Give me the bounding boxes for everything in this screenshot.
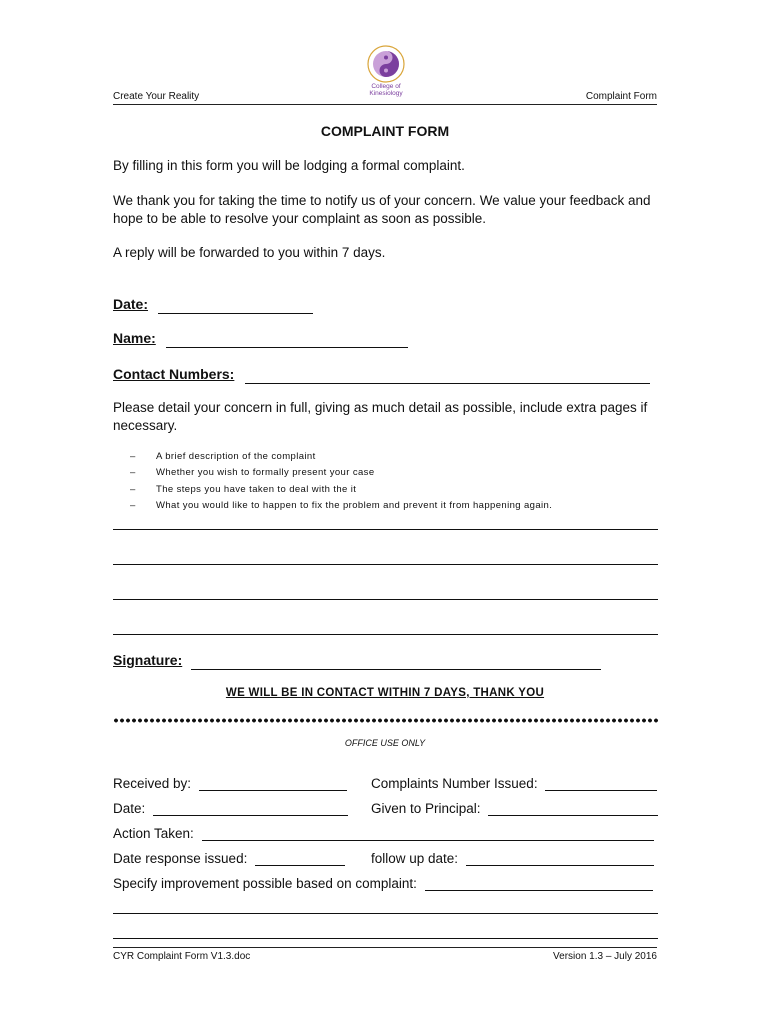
follow-up-row: [371, 850, 654, 866]
office-date-row: [113, 800, 348, 816]
header-left-text: Create Your Reality: [113, 91, 200, 102]
concern-writing-line[interactable]: [113, 564, 658, 565]
signature-field[interactable]: [191, 654, 601, 670]
improvement-writing-line[interactable]: [113, 938, 658, 939]
name-field-row: [113, 330, 408, 348]
logo-text: College of Kinesiology: [369, 83, 403, 97]
concern-writing-line[interactable]: [113, 529, 658, 530]
date-response-row: [113, 850, 345, 866]
footer-left-text: CYR Complaint Form V1.3.doc: [113, 951, 251, 962]
follow-up-field[interactable]: [466, 850, 654, 866]
follow-up-label: follow up date:: [371, 851, 459, 866]
detail-instructions: Please detail your concern in full, giving as much detail as possible, include extra pages if necessary.: [113, 400, 648, 433]
page-title: COMPLAINT FORM: [320, 123, 450, 139]
concern-writing-line[interactable]: [113, 599, 658, 600]
date-label: Date:: [113, 296, 149, 312]
dotted-separator: [113, 718, 658, 723]
specify-improvement-row: [113, 875, 653, 891]
name-field[interactable]: [166, 332, 408, 348]
concern-writing-line[interactable]: [113, 634, 658, 635]
header-rule: [113, 104, 657, 105]
intro-paragraph-3: A reply will be forwarded to you within 7 days.: [113, 245, 386, 260]
given-to-principal-label: Given to Principal:: [371, 801, 481, 816]
contact-numbers-label: Contact Numbers:: [113, 366, 235, 382]
name-label: Name:: [113, 330, 156, 346]
bullet-item: – What you would like to happen to fix the problem and prevent it from happening again.: [130, 500, 553, 511]
complaints-number-row: [371, 775, 657, 791]
date-response-label: Date response issued:: [113, 851, 248, 866]
received-by-row: [113, 775, 347, 791]
bullet-item: – The steps you have taken to deal with the it: [130, 484, 357, 495]
received-by-field[interactable]: [199, 775, 347, 791]
complaints-number-label: Complaints Number Issued:: [371, 776, 538, 791]
office-use-heading: OFFICE USE ONLY: [344, 738, 426, 748]
specify-improvement-label: Specify improvement possible based on complaint:: [113, 876, 417, 891]
action-taken-row: [113, 825, 654, 841]
date-response-field[interactable]: [255, 850, 345, 866]
signature-label: Signature:: [113, 652, 183, 668]
given-to-principal-field[interactable]: [488, 800, 658, 816]
action-taken-label: Action Taken:: [113, 826, 194, 841]
received-by-label: Received by:: [113, 776, 192, 791]
contact-field-row: [113, 366, 650, 384]
complaints-number-field[interactable]: [545, 775, 657, 791]
intro-paragraph-1: By filling in this form you will be lodging a formal complaint.: [113, 158, 465, 173]
intro-paragraph-2: We thank you for taking the time to notify us of your concern. We value your feedback and hope to be able to resolve your complaint as soon as possible.: [113, 193, 651, 226]
footer-right-text: Version 1.3 – July 2016: [553, 951, 657, 962]
bullet-item: – Whether you wish to formally present your case: [130, 467, 375, 478]
contact-notice: WE WILL BE IN CONTACT WITHIN 7 DAYS, THANK YOU: [225, 687, 545, 699]
footer-rule: [113, 947, 657, 948]
date-field-row: [113, 296, 313, 314]
header-right-text: Complaint Form: [585, 91, 657, 102]
action-taken-field[interactable]: [202, 825, 654, 841]
improvement-writing-line[interactable]: [113, 913, 658, 914]
signature-field-row: [113, 652, 601, 670]
bullet-item: – A brief description of the complaint: [130, 451, 316, 462]
given-to-principal-row: [371, 800, 658, 816]
contact-numbers-field[interactable]: [245, 368, 650, 384]
office-date-field[interactable]: [153, 800, 348, 816]
specify-improvement-field[interactable]: [425, 875, 653, 891]
office-date-label: Date:: [113, 801, 146, 816]
date-field[interactable]: [158, 298, 313, 314]
